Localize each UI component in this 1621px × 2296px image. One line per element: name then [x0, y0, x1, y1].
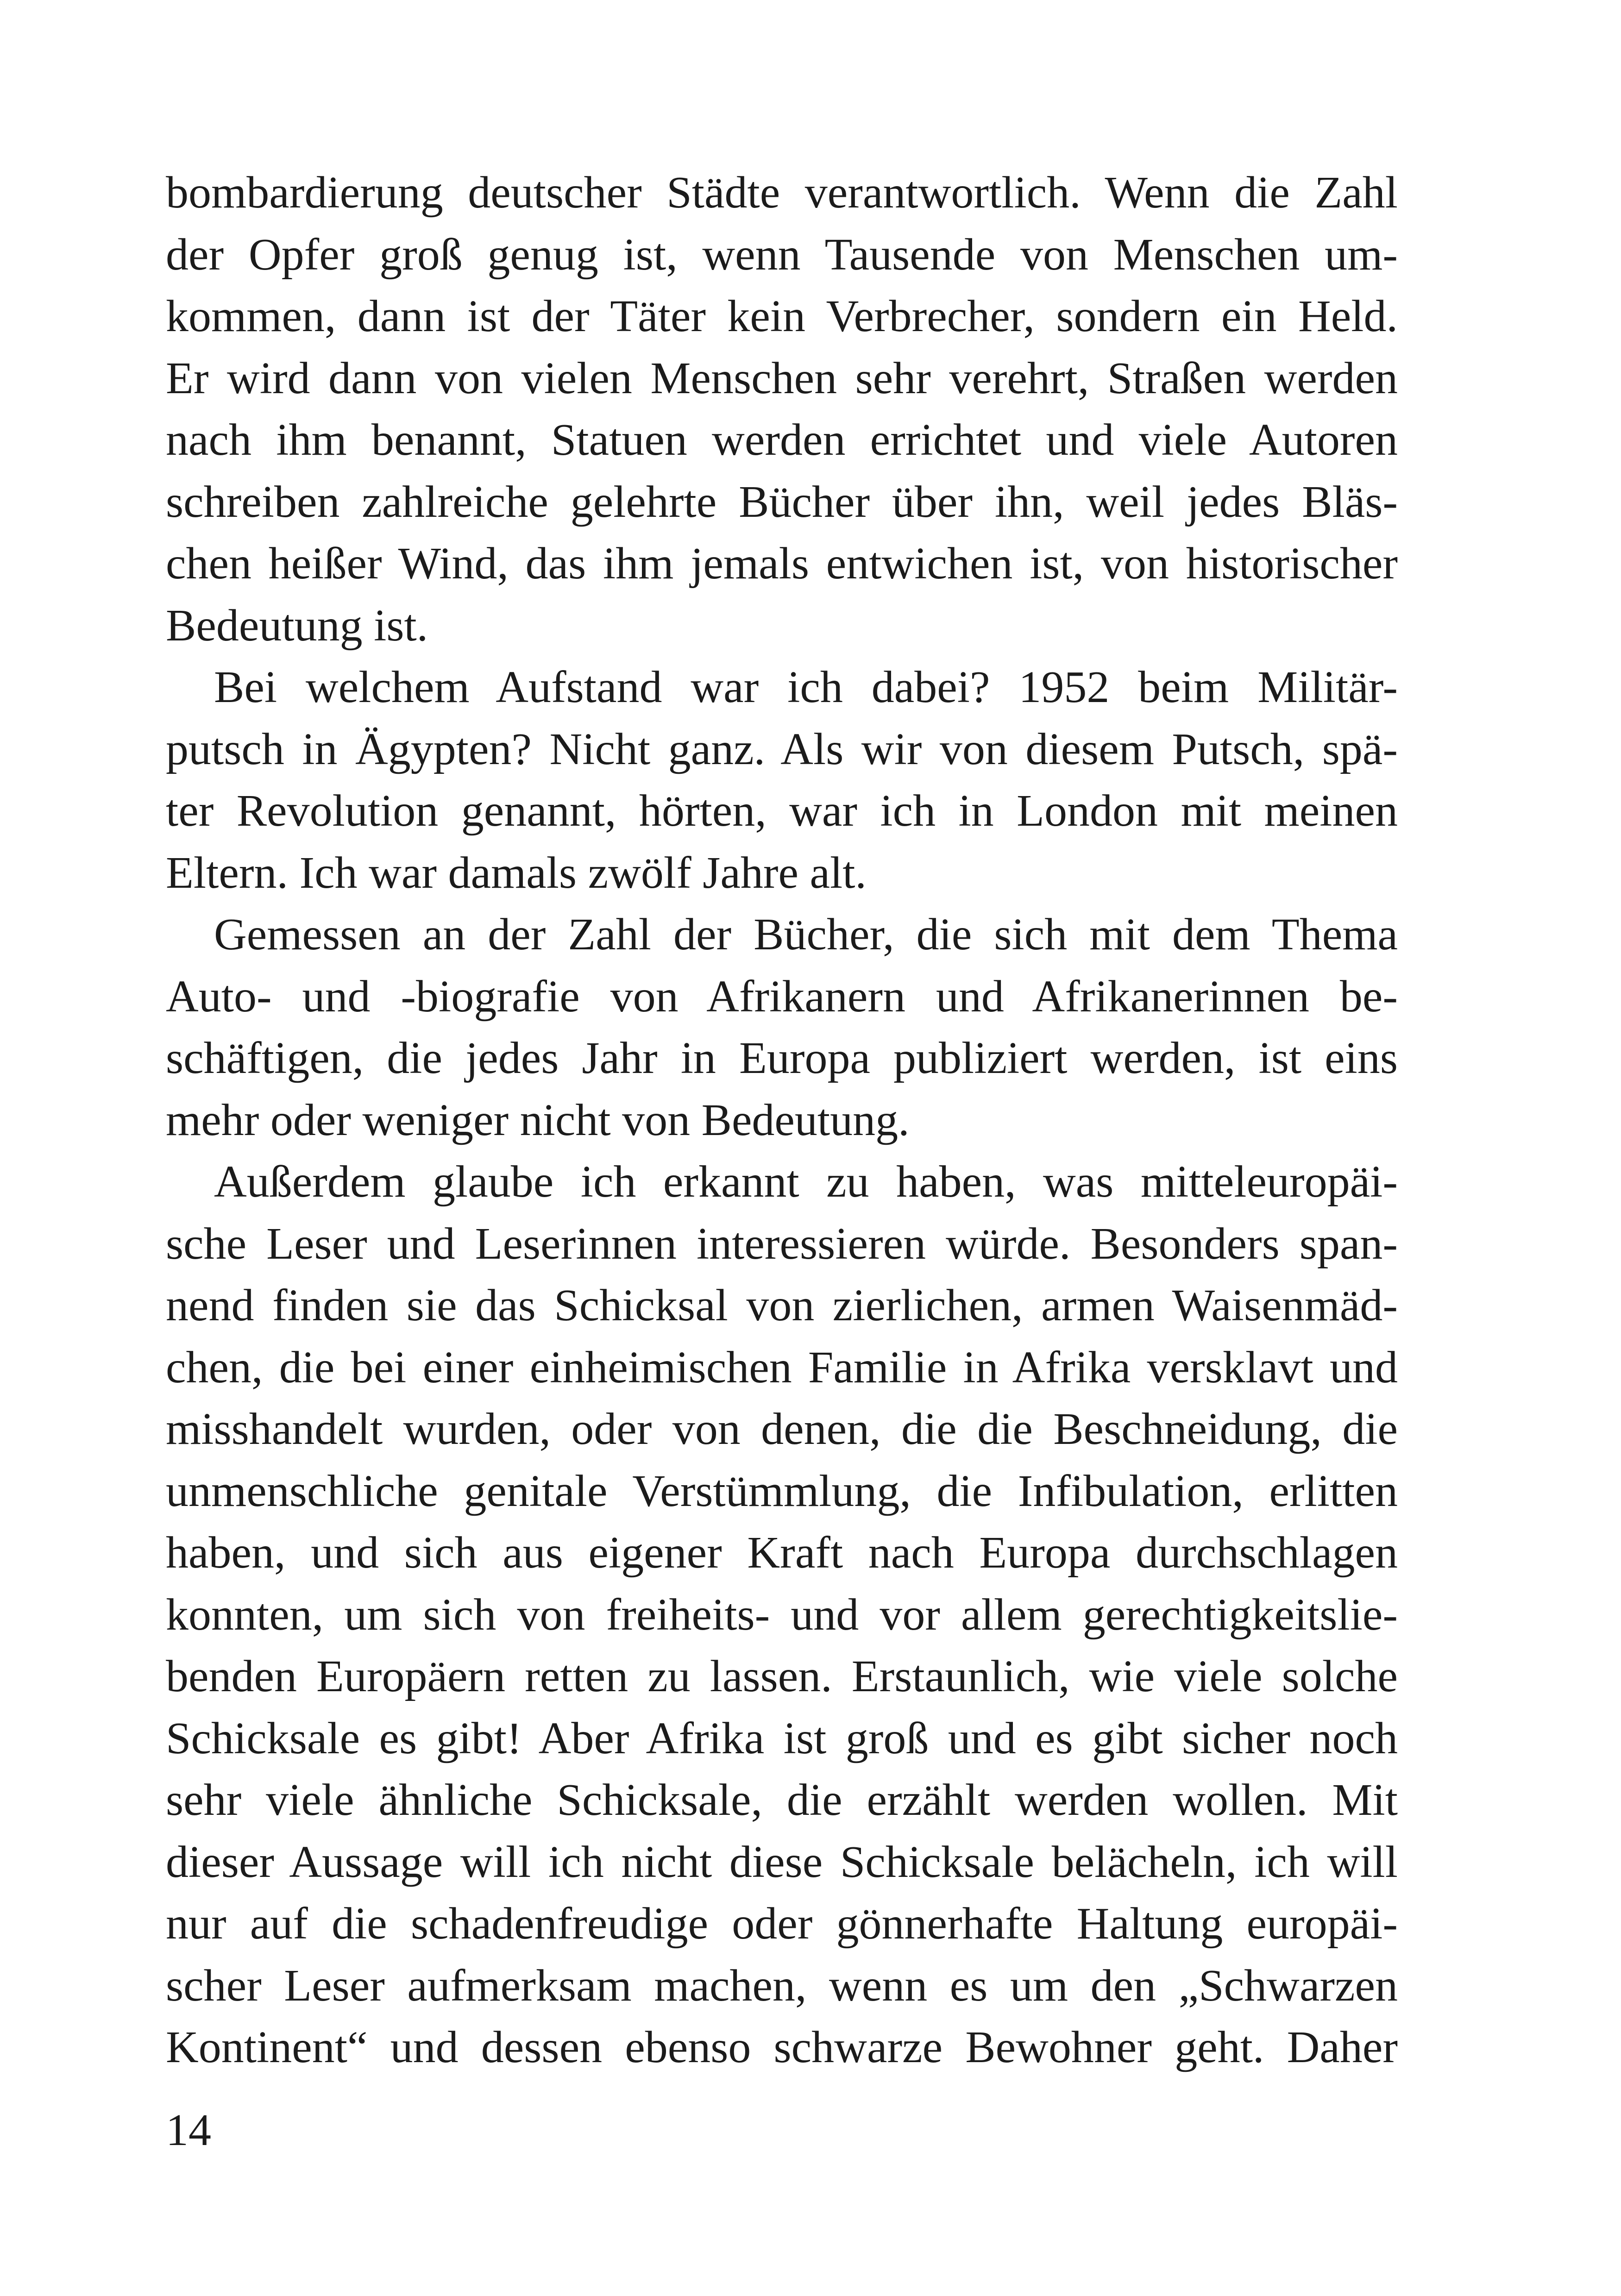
text-line: schäftigen, die jedes Jahr in Europa publiziert werden, ist eins [166, 1033, 1398, 1083]
text-line: benden Europäern retten zu lassen. Erstaunlich, wie viele solche [166, 1651, 1398, 1701]
text-line: putsch in Ägypten? Nicht ganz. Als wir von diesem Putsch, spä- [166, 724, 1398, 774]
text-line: dieser Aussage will ich nicht diese Schicksale belächeln, ich will [166, 1837, 1398, 1887]
text-line: unmenschliche genitale Verstümmlung, die Infibulation, erlitten [166, 1466, 1398, 1516]
text-line: Schicksale es gibt! Aber Afrika ist groß und es gibt sicher noch [166, 1713, 1398, 1763]
text-line: nach ihm benannt, Statuen werden errichtet und viele Autoren [166, 415, 1398, 465]
text-line: nend finden sie das Schicksal von zierlichen, armen Waisenmäd- [166, 1280, 1398, 1330]
text-line: chen, die bei einer einheimischen Familie in Afrika versklavt und [166, 1342, 1398, 1393]
text-line: haben, und sich aus eigener Kraft nach Europa durchschlagen [166, 1528, 1398, 1578]
text-line: ter Revolution genannt, hörten, war ich in London mit meinen [166, 786, 1398, 836]
text-line: sche Leser und Leserinnen interessieren würde. Besonders span- [166, 1218, 1398, 1269]
text-line: der Opfer groß genug ist, wenn Tausende von Menschen um- [166, 229, 1398, 280]
text-line: misshandelt wurden, oder von denen, die die Beschneidung, die [166, 1404, 1398, 1454]
text-line: Gemessen an der Zahl der Bücher, die sich mit dem Thema [214, 910, 1398, 960]
page-number: 14 [166, 2105, 211, 2155]
text-line: schreiben zahlreiche gelehrte Bücher über ihn, weil jedes Bläs- [166, 477, 1398, 527]
text-line: scher Leser aufmerksam machen, wenn es um den „Schwarzen [166, 1960, 1398, 2011]
text-line: sehr viele ähnliche Schicksale, die erzählt werden wollen. Mit [166, 1775, 1398, 1825]
text-line: chen heißer Wind, das ihm jemals entwichen ist, von historischer [166, 539, 1398, 589]
text-line: Er wird dann von vielen Menschen sehr verehrt, Straßen werden [166, 353, 1398, 403]
text-line: mehr oder weniger nicht von Bedeutung. [166, 1095, 910, 1145]
text-line: nur auf die schadenfreudige oder gönnerhafte Haltung europäi- [166, 1899, 1398, 1949]
text-line: Auto- und -biografie von Afrikanern und Afrikanerinnen be- [166, 971, 1398, 1022]
text-line: Eltern. Ich war damals zwölf Jahre alt. [166, 847, 867, 898]
body-text [166, 162, 1398, 2079]
text-line: bombardierung deutscher Städte verantwortlich. Wenn die Zahl [166, 168, 1398, 218]
text-line: Außerdem glaube ich erkannt zu haben, was mitteleuropäi- [214, 1157, 1398, 1207]
text-line: Bedeutung ist. [166, 600, 428, 651]
text-line: kommen, dann ist der Täter kein Verbrecher, sondern ein Held. [166, 291, 1398, 341]
text-line: Kontinent“ und dessen ebenso schwarze Bewohner geht. Daher [166, 2022, 1398, 2072]
text-line: konnten, um sich von freiheits- und vor allem gerechtigkeitslie- [166, 1589, 1398, 1640]
text-line: Bei welchem Aufstand war ich dabei? 1952 beim Militär- [214, 662, 1398, 712]
